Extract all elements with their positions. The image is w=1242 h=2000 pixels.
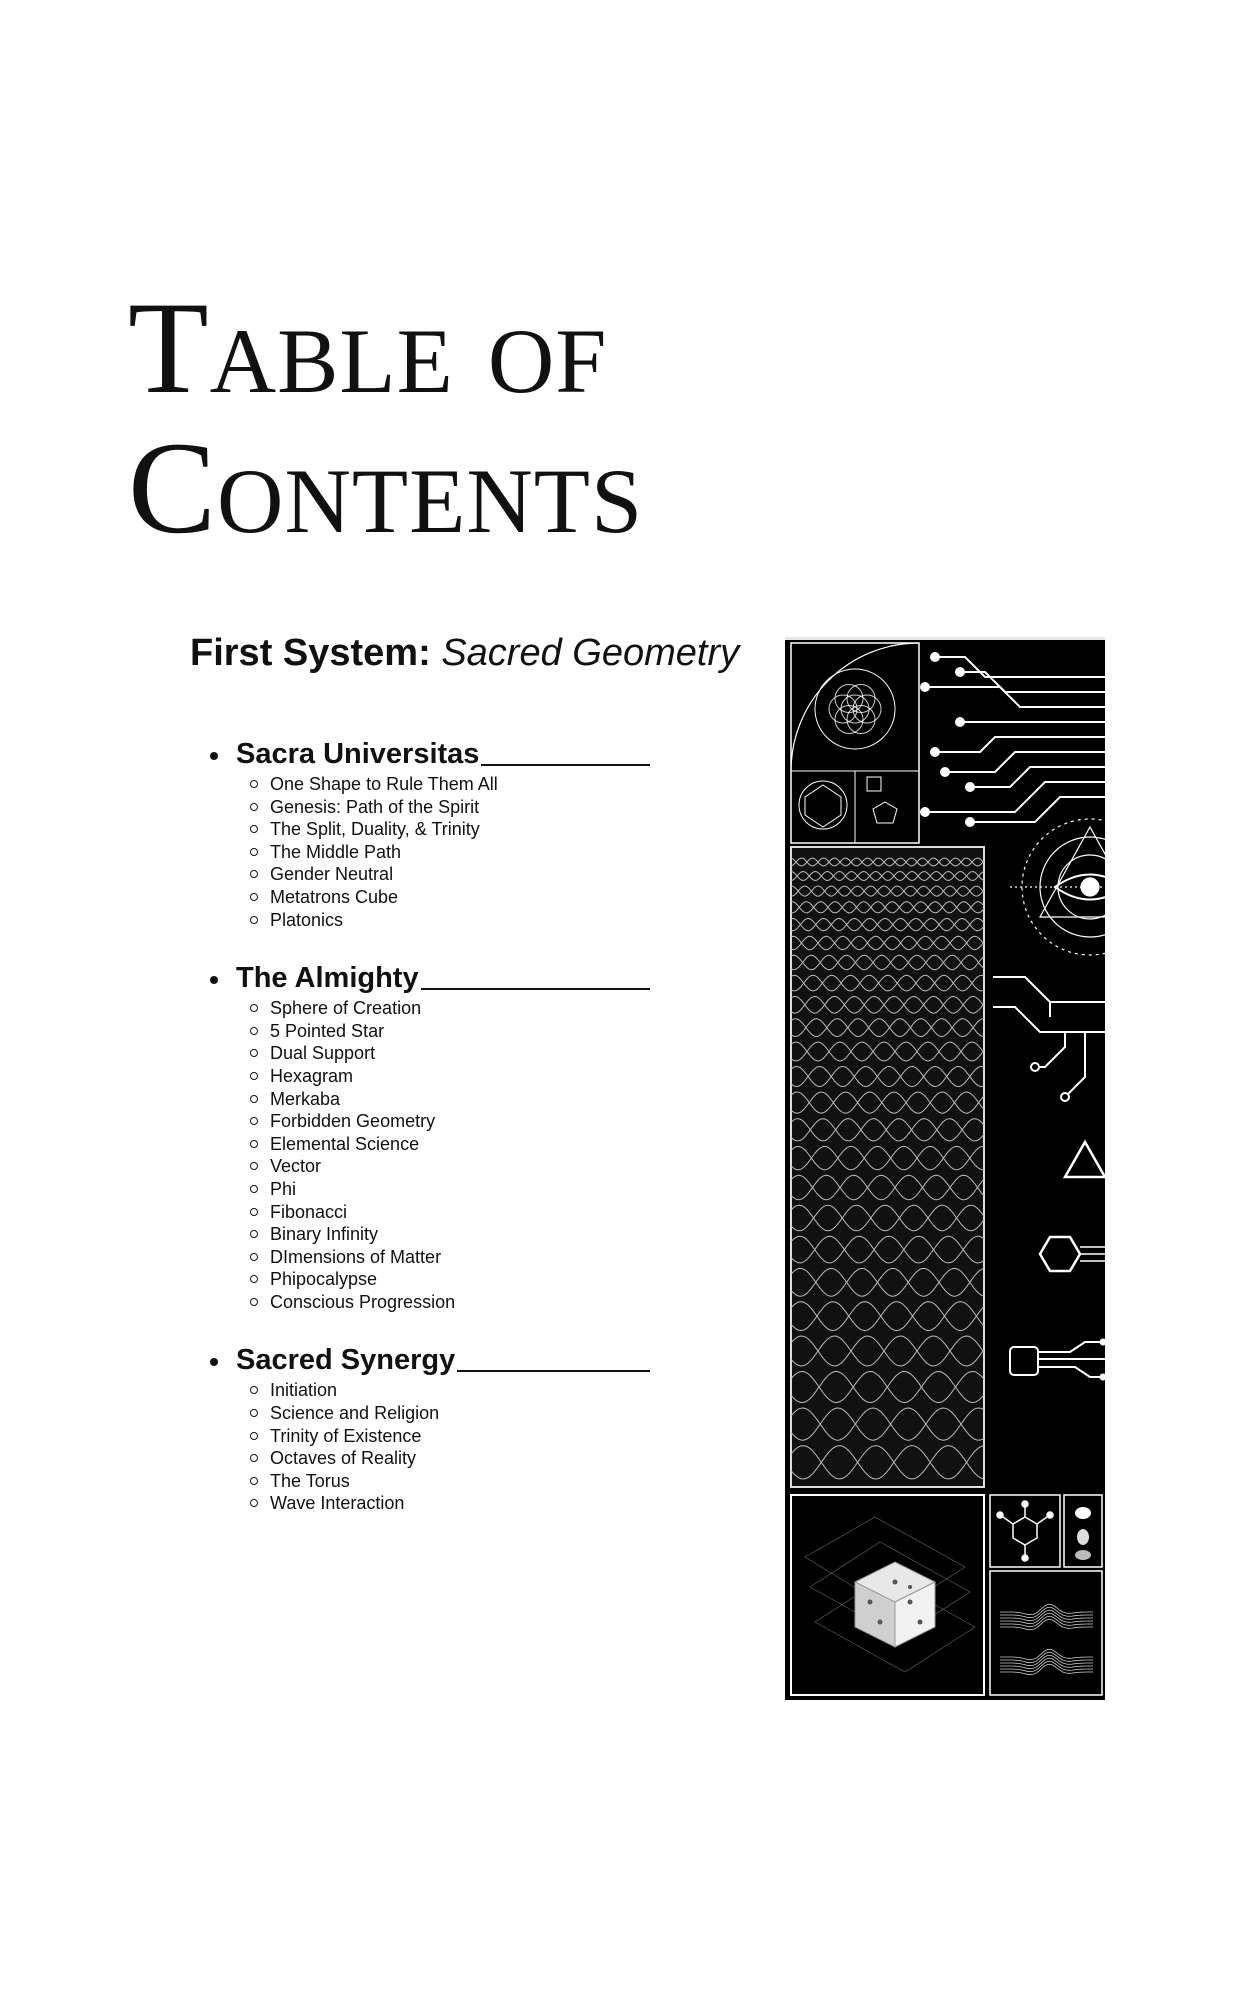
toc-item[interactable]: Vector [250, 1155, 650, 1178]
toc-item[interactable]: Conscious Progression [250, 1291, 650, 1314]
toc-section [210, 959, 650, 1313]
toc-item[interactable]: The Torus [250, 1470, 650, 1493]
toc-item[interactable]: Octaves of Reality [250, 1447, 650, 1470]
toc-item-list [210, 997, 650, 1313]
heading-underline [481, 764, 650, 766]
toc-section [210, 1341, 650, 1515]
system-label: First System: [190, 632, 431, 674]
sacred-geometry-collage [785, 637, 1105, 1700]
toc-item[interactable]: Merkaba [250, 1088, 650, 1111]
waves-image [791, 847, 985, 1487]
cube-image [791, 1495, 984, 1695]
section-heading[interactable] [210, 735, 650, 771]
toc-item[interactable]: Fibonacci [250, 1201, 650, 1224]
title-line-2: Contents [128, 414, 644, 561]
toc-item[interactable]: Genesis: Path of the Spirit [250, 796, 650, 819]
section-title: The Almighty [236, 962, 419, 995]
toc-item[interactable]: Elemental Science [250, 1133, 650, 1156]
toc-item[interactable]: DImensions of Matter [250, 1246, 650, 1269]
toc-section [210, 735, 650, 931]
section-heading[interactable] [210, 1341, 650, 1377]
wave-surface-image [990, 1571, 1102, 1695]
toc-item[interactable]: Dual Support [250, 1042, 650, 1065]
orbital-image [1064, 1495, 1102, 1567]
section-title: Sacred Synergy [236, 1344, 456, 1377]
toc-item[interactable]: Binary Infinity [250, 1223, 650, 1246]
bullet-icon [210, 976, 218, 984]
page-title [128, 274, 644, 562]
toc-item[interactable]: Science and Religion [250, 1402, 650, 1425]
toc-item[interactable]: Initiation [250, 1379, 650, 1402]
toc-item[interactable]: One Shape to Rule Them All [250, 773, 650, 796]
toc-item[interactable]: Trinity of Existence [250, 1425, 650, 1448]
toc-item[interactable]: Phi [250, 1178, 650, 1201]
bullet-icon [210, 752, 218, 760]
toc-item[interactable]: Gender Neutral [250, 863, 650, 886]
system-heading [190, 632, 739, 675]
toc-item-list [210, 773, 650, 931]
heading-underline [457, 1370, 650, 1372]
toc-item[interactable]: Platonics [250, 909, 650, 932]
toc-item[interactable]: The Split, Duality, & Trinity [250, 818, 650, 841]
toc-sections [210, 735, 650, 1543]
bullet-icon [210, 1358, 218, 1366]
toc-item[interactable]: Wave Interaction [250, 1492, 650, 1515]
toc-item[interactable]: Forbidden Geometry [250, 1110, 650, 1133]
toc-item[interactable]: The Middle Path [250, 841, 650, 864]
toc-item[interactable]: Phipocalypse [250, 1268, 650, 1291]
section-heading[interactable] [210, 959, 650, 995]
toc-item[interactable]: Metatrons Cube [250, 886, 650, 909]
heading-underline [421, 988, 650, 990]
toc-item-list [210, 1379, 650, 1515]
toc-item[interactable]: Hexagram [250, 1065, 650, 1088]
title-line-1: Table of [128, 274, 608, 421]
toc-item[interactable]: 5 Pointed Star [250, 1020, 650, 1043]
section-title: Sacra Universitas [236, 738, 480, 770]
system-name: Sacred Geometry [441, 632, 740, 674]
toc-item[interactable]: Sphere of Creation [250, 997, 650, 1020]
